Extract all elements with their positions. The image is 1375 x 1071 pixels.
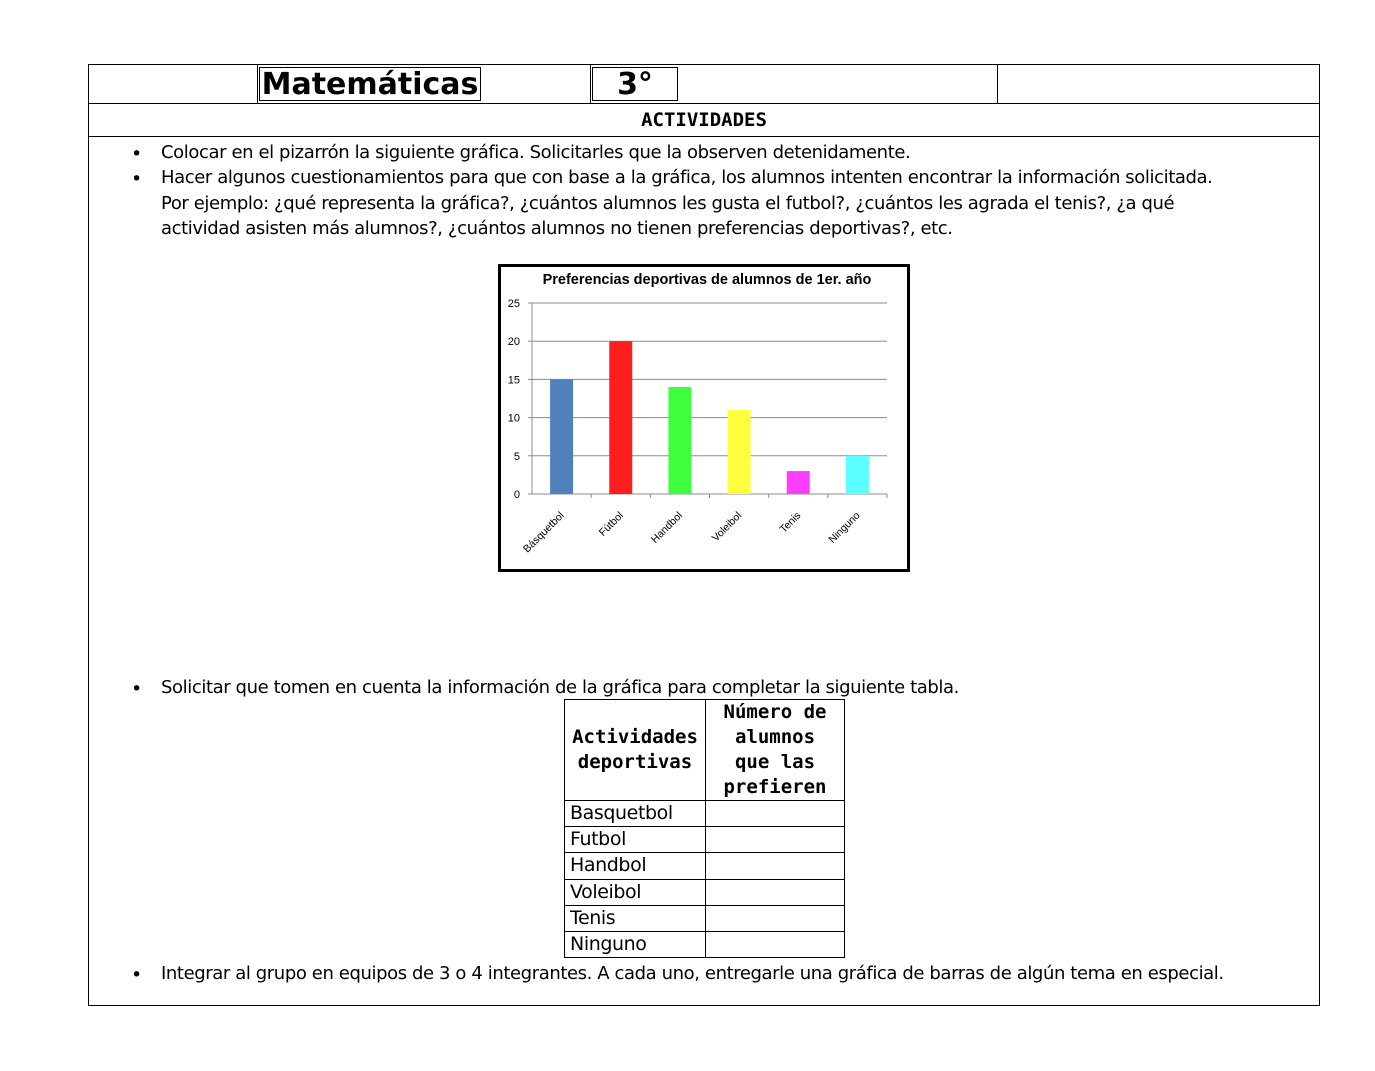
bar-chart xyxy=(498,264,910,572)
bar xyxy=(609,341,632,494)
activity-cell: Voleibol xyxy=(565,879,706,905)
count-cell[interactable] xyxy=(706,905,845,931)
table-header-count xyxy=(706,700,845,801)
count-cell[interactable] xyxy=(706,931,845,957)
table-header-line: alumnos xyxy=(734,726,816,748)
bar xyxy=(787,471,810,494)
activity-cell: Basquetbol xyxy=(565,801,706,827)
y-tick-label: 10 xyxy=(507,412,520,425)
table-row xyxy=(565,853,845,879)
bullet-text-2-line-2: Por ejemplo: ¿qué representa la gráfica?, ¿cuántos alumnos les gusta el futbol?, ¿cuántos les agrada el tenis?, ¿a qué xyxy=(161,192,1175,214)
y-tick-label: 15 xyxy=(507,374,520,387)
bullet-dot: • xyxy=(131,168,143,190)
y-tick-label: 5 xyxy=(513,450,520,463)
table-header-line: Número de xyxy=(723,701,827,723)
count-cell[interactable] xyxy=(706,879,845,905)
header-cell-empty-4 xyxy=(998,65,1319,103)
x-tick-label: Ninguno xyxy=(826,509,863,546)
table-header-activities xyxy=(565,700,706,801)
header-row xyxy=(89,65,1319,104)
bullet-text-1: Colocar en el pizarrón la siguiente gráfica. Solicitarles que la observen detenidamente. xyxy=(161,142,911,163)
header-cell-empty-2 xyxy=(481,65,591,103)
table-row xyxy=(565,827,845,853)
chart-svg xyxy=(501,267,907,569)
count-cell[interactable] xyxy=(706,827,845,853)
bullet-dot: • xyxy=(131,143,143,165)
x-tick-label: Voleibol xyxy=(709,509,745,545)
x-tick-label: Fútbol xyxy=(596,509,626,539)
bullet-dot: • xyxy=(131,678,143,700)
activity-cell: Tenis xyxy=(565,905,706,931)
preferences-table xyxy=(564,699,845,958)
table-row xyxy=(565,879,845,905)
bar xyxy=(550,379,573,494)
x-tick-label: Tenis xyxy=(777,509,804,536)
subject-title: Matemáticas xyxy=(259,67,481,101)
x-tick-label: Básquetbol xyxy=(521,509,567,556)
bullet-dot: • xyxy=(131,964,143,986)
bullet-text-4: Integrar al grupo en equipos de 3 o 4 integrantes. A cada uno, entregarle una gráfica de barras de algún tema en especial. xyxy=(161,963,1224,984)
activity-cell: Futbol xyxy=(565,827,706,853)
y-tick-label: 25 xyxy=(507,298,520,310)
grade-label: 3° xyxy=(592,67,678,101)
bar xyxy=(846,456,869,494)
table-row xyxy=(565,931,845,957)
table-row xyxy=(565,905,845,931)
worksheet-frame xyxy=(88,64,1320,1006)
table-header-line: prefieren xyxy=(723,776,827,798)
count-cell[interactable] xyxy=(706,801,845,827)
y-tick-label: 0 xyxy=(513,489,520,501)
count-cell[interactable] xyxy=(706,853,845,879)
bar xyxy=(668,387,691,494)
bullet-text-3: Solicitar que tomen en cuenta la información de la gráfica para completar la siguiente tabla. xyxy=(161,677,959,698)
activity-cell: Ninguno xyxy=(565,931,706,957)
header-cell-empty-1 xyxy=(89,65,258,103)
table-header-line: que las xyxy=(734,751,816,773)
bullet-text-2-line-1: Hacer algunos cuestionamientos para que con base a la gráfica, los alumnos intenten encontrar la información solicitada. xyxy=(161,167,1213,188)
activity-cell: Handbol xyxy=(565,853,706,879)
bar xyxy=(728,410,751,494)
table-header-line: Actividades xyxy=(572,726,698,748)
chart-title: Preferencias deportivas de alumnos de 1er. año xyxy=(542,272,872,288)
bullet-text-2-line-3: actividad asisten más alumnos?, ¿cuántos alumnos no tienen preferencias deportivas?, etc. xyxy=(161,218,953,239)
x-tick-label: Handbol xyxy=(648,509,686,546)
header-cell-empty-3 xyxy=(678,65,998,103)
section-title: ACTIVIDADES xyxy=(89,104,1319,137)
y-tick-label: 20 xyxy=(507,336,520,349)
table-row xyxy=(565,801,845,827)
table-header-line: deportivas xyxy=(577,751,693,773)
